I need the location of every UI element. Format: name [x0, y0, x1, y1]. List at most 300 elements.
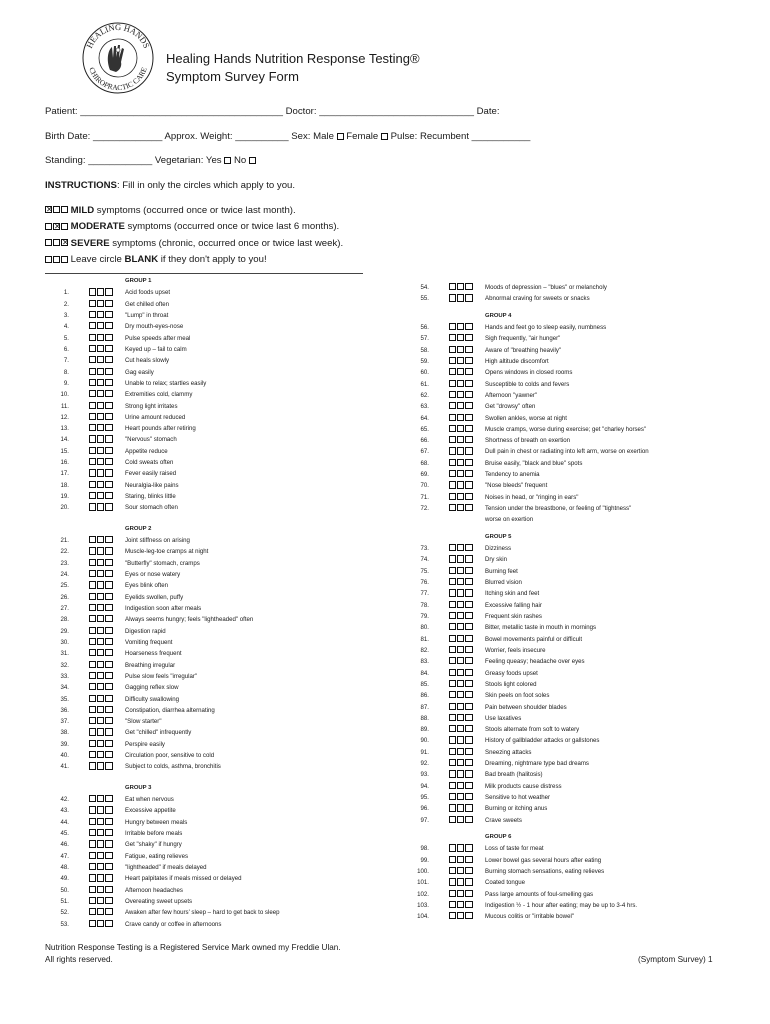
mild-checkbox[interactable]	[449, 601, 456, 608]
severe-checkbox[interactable]	[105, 547, 112, 554]
moderate-checkbox[interactable]	[97, 424, 104, 431]
mild-checkbox[interactable]	[89, 852, 96, 859]
severe-checkbox[interactable]	[105, 311, 112, 318]
moderate-checkbox[interactable]	[97, 627, 104, 634]
mild-checkbox[interactable]	[449, 725, 456, 732]
severe-checkbox[interactable]	[465, 493, 472, 500]
moderate-checkbox[interactable]	[97, 345, 104, 352]
mild-checkbox[interactable]	[89, 649, 96, 656]
severe-checkbox[interactable]	[465, 901, 472, 908]
moderate-checkbox[interactable]	[457, 283, 464, 290]
moderate-checkbox[interactable]	[457, 901, 464, 908]
moderate-checkbox[interactable]	[457, 770, 464, 777]
severe-checkbox[interactable]	[105, 345, 112, 352]
severe-checkbox[interactable]	[105, 852, 112, 859]
severe-checkbox[interactable]	[105, 593, 112, 600]
severe-checkbox[interactable]	[465, 691, 472, 698]
moderate-checkbox[interactable]	[457, 680, 464, 687]
severe-checkbox[interactable]	[105, 818, 112, 825]
mild-checkbox[interactable]	[89, 536, 96, 543]
mild-checkbox[interactable]	[449, 867, 456, 874]
mild-checkbox[interactable]	[449, 759, 456, 766]
mild-checkbox[interactable]	[449, 555, 456, 562]
moderate-checkbox[interactable]	[97, 604, 104, 611]
severe-checkbox[interactable]	[465, 714, 472, 721]
mild-checkbox[interactable]	[449, 714, 456, 721]
moderate-checkbox[interactable]	[97, 863, 104, 870]
female-checkbox[interactable]	[381, 133, 388, 140]
mild-checkbox[interactable]	[89, 345, 96, 352]
moderate-checkbox[interactable]	[97, 435, 104, 442]
severe-checkbox[interactable]	[105, 481, 112, 488]
severe-checkbox[interactable]	[465, 725, 472, 732]
severe-checkbox[interactable]	[105, 390, 112, 397]
severe-checkbox[interactable]	[105, 661, 112, 668]
severe-checkbox[interactable]	[105, 695, 112, 702]
severe-checkbox[interactable]	[465, 804, 472, 811]
moderate-checkbox[interactable]	[457, 714, 464, 721]
moderate-checkbox[interactable]	[457, 793, 464, 800]
severe-checkbox[interactable]	[105, 920, 112, 927]
severe-checkbox[interactable]	[105, 447, 112, 454]
moderate-checkbox[interactable]	[97, 559, 104, 566]
mild-checkbox[interactable]	[89, 458, 96, 465]
mild-checkbox[interactable]	[449, 294, 456, 301]
mild-checkbox[interactable]	[449, 578, 456, 585]
moderate-checkbox[interactable]	[97, 334, 104, 341]
mild-checkbox[interactable]	[449, 736, 456, 743]
moderate-checkbox[interactable]	[457, 601, 464, 608]
mild-checkbox[interactable]	[449, 544, 456, 551]
moderate-checkbox[interactable]	[457, 736, 464, 743]
moderate-checkbox[interactable]	[97, 615, 104, 622]
mild-checkbox[interactable]	[449, 323, 456, 330]
moderate-checkbox[interactable]	[457, 402, 464, 409]
moderate-checkbox[interactable]	[457, 380, 464, 387]
mild-checkbox[interactable]	[449, 844, 456, 851]
severe-checkbox[interactable]	[105, 840, 112, 847]
mild-checkbox[interactable]	[89, 695, 96, 702]
mild-checkbox[interactable]	[89, 627, 96, 634]
mild-checkbox[interactable]	[449, 782, 456, 789]
moderate-checkbox[interactable]	[457, 391, 464, 398]
severe-checkbox[interactable]	[105, 469, 112, 476]
moderate-checkbox[interactable]	[97, 311, 104, 318]
mild-checkbox[interactable]	[449, 770, 456, 777]
moderate-checkbox[interactable]	[97, 683, 104, 690]
mild-checkbox[interactable]	[89, 717, 96, 724]
mild-checkbox[interactable]	[89, 795, 96, 802]
severe-checkbox[interactable]	[465, 878, 472, 885]
pulse-recumbent-label[interactable]: Pulse: Recumbent ___________	[390, 131, 531, 142]
moderate-checkbox[interactable]	[97, 570, 104, 577]
severe-checkbox[interactable]	[105, 424, 112, 431]
mild-checkbox[interactable]	[449, 901, 456, 908]
mild-checkbox[interactable]	[449, 368, 456, 375]
severe-checkbox[interactable]	[105, 356, 112, 363]
severe-checkbox[interactable]	[465, 890, 472, 897]
moderate-checkbox[interactable]	[457, 447, 464, 454]
moderate-checkbox[interactable]	[457, 612, 464, 619]
moderate-checkbox[interactable]	[97, 547, 104, 554]
severe-checkbox[interactable]	[465, 867, 472, 874]
severe-checkbox[interactable]	[465, 793, 472, 800]
mild-checkbox[interactable]	[449, 447, 456, 454]
moderate-checkbox[interactable]	[97, 581, 104, 588]
severe-checkbox[interactable]	[465, 635, 472, 642]
moderate-checkbox[interactable]	[97, 661, 104, 668]
severe-checkbox[interactable]	[105, 334, 112, 341]
moderate-checkbox[interactable]	[97, 492, 104, 499]
moderate-checkbox[interactable]	[457, 323, 464, 330]
severe-checkbox[interactable]	[105, 908, 112, 915]
severe-checkbox[interactable]	[105, 672, 112, 679]
mild-checkbox[interactable]	[449, 334, 456, 341]
mild-checkbox[interactable]	[89, 390, 96, 397]
severe-checkbox[interactable]	[105, 762, 112, 769]
mild-checkbox[interactable]	[449, 703, 456, 710]
mild-checkbox[interactable]	[449, 414, 456, 421]
severe-checkbox[interactable]	[105, 649, 112, 656]
severe-checkbox[interactable]	[105, 570, 112, 577]
moderate-checkbox[interactable]	[97, 795, 104, 802]
moderate-checkbox[interactable]	[457, 878, 464, 885]
mild-checkbox[interactable]	[449, 890, 456, 897]
moderate-checkbox[interactable]	[97, 672, 104, 679]
mild-checkbox[interactable]	[449, 346, 456, 353]
mild-checkbox[interactable]	[449, 612, 456, 619]
moderate-checkbox[interactable]	[97, 593, 104, 600]
moderate-checkbox[interactable]	[457, 294, 464, 301]
moderate-checkbox[interactable]	[457, 589, 464, 596]
moderate-checkbox[interactable]	[457, 669, 464, 676]
mild-checkbox[interactable]	[89, 570, 96, 577]
mild-checkbox[interactable]	[89, 547, 96, 554]
moderate-checkbox[interactable]	[97, 300, 104, 307]
severe-checkbox[interactable]	[465, 578, 472, 585]
moderate-checkbox[interactable]	[457, 759, 464, 766]
vegetarian-yes-checkbox[interactable]	[224, 157, 231, 164]
severe-checkbox[interactable]	[465, 601, 472, 608]
mild-checkbox[interactable]	[89, 683, 96, 690]
mild-checkbox[interactable]	[89, 481, 96, 488]
moderate-checkbox[interactable]	[97, 908, 104, 915]
severe-checkbox[interactable]	[105, 413, 112, 420]
moderate-checkbox[interactable]	[457, 504, 464, 511]
mild-checkbox[interactable]	[89, 829, 96, 836]
severe-checkbox[interactable]	[105, 740, 112, 747]
mild-checkbox[interactable]	[89, 908, 96, 915]
severe-checkbox[interactable]	[105, 874, 112, 881]
severe-checkbox[interactable]	[465, 357, 472, 364]
severe-checkbox[interactable]	[465, 346, 472, 353]
mild-checkbox[interactable]	[449, 425, 456, 432]
severe-checkbox[interactable]	[105, 728, 112, 735]
mild-checkbox[interactable]	[89, 638, 96, 645]
severe-checkbox[interactable]	[465, 555, 472, 562]
severe-checkbox[interactable]	[105, 536, 112, 543]
moderate-checkbox[interactable]	[97, 897, 104, 904]
patient-doctor-date-line[interactable]: Patient: ______________________________________ Doctor: _____________________________ Date:	[45, 106, 500, 117]
mild-checkbox[interactable]	[449, 669, 456, 676]
moderate-checkbox[interactable]	[97, 740, 104, 747]
moderate-checkbox[interactable]	[97, 536, 104, 543]
moderate-checkbox[interactable]	[97, 886, 104, 893]
mild-checkbox[interactable]	[89, 492, 96, 499]
mild-checkbox[interactable]	[89, 424, 96, 431]
severe-checkbox[interactable]	[105, 581, 112, 588]
moderate-checkbox[interactable]	[97, 458, 104, 465]
severe-checkbox[interactable]	[105, 559, 112, 566]
severe-checkbox[interactable]	[105, 503, 112, 510]
mild-checkbox[interactable]	[89, 661, 96, 668]
severe-checkbox[interactable]	[465, 436, 472, 443]
mild-checkbox[interactable]	[89, 897, 96, 904]
severe-checkbox[interactable]	[105, 886, 112, 893]
mild-checkbox[interactable]	[89, 322, 96, 329]
moderate-checkbox[interactable]	[97, 288, 104, 295]
moderate-checkbox[interactable]	[97, 356, 104, 363]
severe-checkbox[interactable]	[105, 751, 112, 758]
moderate-checkbox[interactable]	[97, 481, 104, 488]
moderate-checkbox[interactable]	[97, 447, 104, 454]
severe-checkbox[interactable]	[465, 703, 472, 710]
moderate-checkbox[interactable]	[97, 649, 104, 656]
severe-checkbox[interactable]	[465, 402, 472, 409]
severe-checkbox[interactable]	[465, 816, 472, 823]
severe-checkbox[interactable]	[105, 379, 112, 386]
severe-checkbox[interactable]	[465, 544, 472, 551]
severe-checkbox[interactable]	[105, 322, 112, 329]
severe-checkbox[interactable]	[465, 459, 472, 466]
mild-checkbox[interactable]	[89, 874, 96, 881]
severe-checkbox[interactable]	[465, 669, 472, 676]
mild-checkbox[interactable]	[89, 706, 96, 713]
mild-checkbox[interactable]	[89, 559, 96, 566]
mild-checkbox[interactable]	[449, 691, 456, 698]
mild-checkbox[interactable]	[449, 793, 456, 800]
mild-checkbox[interactable]	[89, 762, 96, 769]
moderate-checkbox[interactable]	[457, 368, 464, 375]
moderate-checkbox[interactable]	[97, 751, 104, 758]
moderate-checkbox[interactable]	[457, 725, 464, 732]
mild-checkbox[interactable]	[89, 840, 96, 847]
male-checkbox[interactable]	[337, 133, 344, 140]
moderate-checkbox[interactable]	[457, 481, 464, 488]
moderate-checkbox[interactable]	[457, 544, 464, 551]
severe-checkbox[interactable]	[465, 657, 472, 664]
moderate-checkbox[interactable]	[457, 804, 464, 811]
moderate-checkbox[interactable]	[457, 623, 464, 630]
severe-checkbox[interactable]	[105, 402, 112, 409]
moderate-checkbox[interactable]	[457, 635, 464, 642]
moderate-checkbox[interactable]	[97, 469, 104, 476]
moderate-checkbox[interactable]	[457, 425, 464, 432]
severe-checkbox[interactable]	[465, 391, 472, 398]
severe-checkbox[interactable]	[465, 589, 472, 596]
mild-checkbox[interactable]	[449, 380, 456, 387]
mild-checkbox[interactable]	[89, 503, 96, 510]
moderate-checkbox[interactable]	[97, 503, 104, 510]
mild-checkbox[interactable]	[449, 623, 456, 630]
mild-checkbox[interactable]	[89, 288, 96, 295]
severe-checkbox[interactable]	[465, 680, 472, 687]
severe-checkbox[interactable]	[465, 334, 472, 341]
severe-checkbox[interactable]	[105, 829, 112, 836]
moderate-checkbox[interactable]	[457, 357, 464, 364]
mild-checkbox[interactable]	[449, 493, 456, 500]
mild-checkbox[interactable]	[449, 283, 456, 290]
mild-checkbox[interactable]	[449, 357, 456, 364]
moderate-checkbox[interactable]	[97, 368, 104, 375]
moderate-checkbox[interactable]	[97, 322, 104, 329]
mild-checkbox[interactable]	[449, 657, 456, 664]
severe-checkbox[interactable]	[105, 435, 112, 442]
mild-checkbox[interactable]	[89, 818, 96, 825]
severe-checkbox[interactable]	[465, 748, 472, 755]
moderate-checkbox[interactable]	[457, 867, 464, 874]
severe-checkbox[interactable]	[105, 806, 112, 813]
mild-checkbox[interactable]	[449, 567, 456, 574]
severe-checkbox[interactable]	[465, 481, 472, 488]
severe-checkbox[interactable]	[465, 844, 472, 851]
mild-checkbox[interactable]	[449, 635, 456, 642]
severe-checkbox[interactable]	[465, 759, 472, 766]
moderate-checkbox[interactable]	[97, 840, 104, 847]
moderate-checkbox[interactable]	[457, 782, 464, 789]
mild-checkbox[interactable]	[449, 459, 456, 466]
mild-checkbox[interactable]	[89, 402, 96, 409]
moderate-checkbox[interactable]	[457, 748, 464, 755]
mild-checkbox[interactable]	[89, 728, 96, 735]
severe-checkbox[interactable]	[105, 458, 112, 465]
mild-checkbox[interactable]	[449, 391, 456, 398]
severe-checkbox[interactable]	[465, 380, 472, 387]
mild-checkbox[interactable]	[449, 912, 456, 919]
moderate-checkbox[interactable]	[97, 390, 104, 397]
moderate-checkbox[interactable]	[457, 890, 464, 897]
mild-checkbox[interactable]	[89, 379, 96, 386]
mild-checkbox[interactable]	[89, 604, 96, 611]
moderate-checkbox[interactable]	[97, 829, 104, 836]
mild-checkbox[interactable]	[449, 589, 456, 596]
severe-checkbox[interactable]	[105, 288, 112, 295]
severe-checkbox[interactable]	[465, 567, 472, 574]
mild-checkbox[interactable]	[89, 413, 96, 420]
mild-checkbox[interactable]	[449, 402, 456, 409]
mild-checkbox[interactable]	[89, 334, 96, 341]
severe-checkbox[interactable]	[105, 683, 112, 690]
mild-checkbox[interactable]	[89, 920, 96, 927]
severe-checkbox[interactable]	[465, 504, 472, 511]
severe-checkbox[interactable]	[105, 897, 112, 904]
mild-checkbox[interactable]	[449, 856, 456, 863]
mild-checkbox[interactable]	[89, 356, 96, 363]
mild-checkbox[interactable]	[89, 469, 96, 476]
mild-checkbox[interactable]	[89, 806, 96, 813]
moderate-checkbox[interactable]	[457, 334, 464, 341]
moderate-checkbox[interactable]	[457, 414, 464, 421]
severe-checkbox[interactable]	[465, 283, 472, 290]
moderate-checkbox[interactable]	[97, 717, 104, 724]
mild-checkbox[interactable]	[449, 436, 456, 443]
moderate-checkbox[interactable]	[97, 379, 104, 386]
severe-checkbox[interactable]	[465, 368, 472, 375]
severe-checkbox[interactable]	[465, 470, 472, 477]
mild-checkbox[interactable]	[449, 646, 456, 653]
mild-checkbox[interactable]	[89, 751, 96, 758]
mild-checkbox[interactable]	[89, 300, 96, 307]
mild-checkbox[interactable]	[449, 816, 456, 823]
mild-checkbox[interactable]	[449, 804, 456, 811]
moderate-checkbox[interactable]	[457, 578, 464, 585]
moderate-checkbox[interactable]	[97, 818, 104, 825]
moderate-checkbox[interactable]	[457, 555, 464, 562]
moderate-checkbox[interactable]	[457, 657, 464, 664]
moderate-checkbox[interactable]	[457, 856, 464, 863]
moderate-checkbox[interactable]	[97, 695, 104, 702]
severe-checkbox[interactable]	[465, 414, 472, 421]
moderate-checkbox[interactable]	[457, 493, 464, 500]
moderate-checkbox[interactable]	[457, 459, 464, 466]
mild-checkbox[interactable]	[449, 504, 456, 511]
moderate-checkbox[interactable]	[97, 638, 104, 645]
moderate-checkbox[interactable]	[97, 728, 104, 735]
severe-checkbox[interactable]	[465, 612, 472, 619]
severe-checkbox[interactable]	[105, 638, 112, 645]
severe-checkbox[interactable]	[105, 300, 112, 307]
mild-checkbox[interactable]	[449, 878, 456, 885]
moderate-checkbox[interactable]	[457, 567, 464, 574]
mild-checkbox[interactable]	[89, 740, 96, 747]
moderate-checkbox[interactable]	[457, 912, 464, 919]
mild-checkbox[interactable]	[89, 593, 96, 600]
severe-checkbox[interactable]	[105, 863, 112, 870]
severe-checkbox[interactable]	[465, 323, 472, 330]
moderate-checkbox[interactable]	[457, 844, 464, 851]
mild-checkbox[interactable]	[89, 615, 96, 622]
moderate-checkbox[interactable]	[457, 646, 464, 653]
severe-checkbox[interactable]	[465, 856, 472, 863]
mild-checkbox[interactable]	[89, 311, 96, 318]
severe-checkbox[interactable]	[105, 717, 112, 724]
moderate-checkbox[interactable]	[97, 402, 104, 409]
moderate-checkbox[interactable]	[457, 346, 464, 353]
severe-checkbox[interactable]	[105, 706, 112, 713]
mild-checkbox[interactable]	[449, 470, 456, 477]
moderate-checkbox[interactable]	[97, 706, 104, 713]
mild-checkbox[interactable]	[89, 435, 96, 442]
moderate-checkbox[interactable]	[97, 852, 104, 859]
severe-checkbox[interactable]	[465, 782, 472, 789]
mild-checkbox[interactable]	[89, 368, 96, 375]
moderate-checkbox[interactable]	[457, 470, 464, 477]
moderate-checkbox[interactable]	[457, 436, 464, 443]
mild-checkbox[interactable]	[89, 672, 96, 679]
severe-checkbox[interactable]	[105, 604, 112, 611]
severe-checkbox[interactable]	[105, 615, 112, 622]
standing-vegetarian-label[interactable]: Standing: ____________ Vegetarian: Yes	[45, 155, 222, 166]
severe-checkbox[interactable]	[465, 912, 472, 919]
severe-checkbox[interactable]	[465, 294, 472, 301]
severe-checkbox[interactable]	[465, 623, 472, 630]
severe-checkbox[interactable]	[105, 492, 112, 499]
mild-checkbox[interactable]	[89, 447, 96, 454]
moderate-checkbox[interactable]	[97, 762, 104, 769]
vegetarian-no-checkbox[interactable]	[249, 157, 256, 164]
mild-checkbox[interactable]	[449, 748, 456, 755]
severe-checkbox[interactable]	[465, 425, 472, 432]
